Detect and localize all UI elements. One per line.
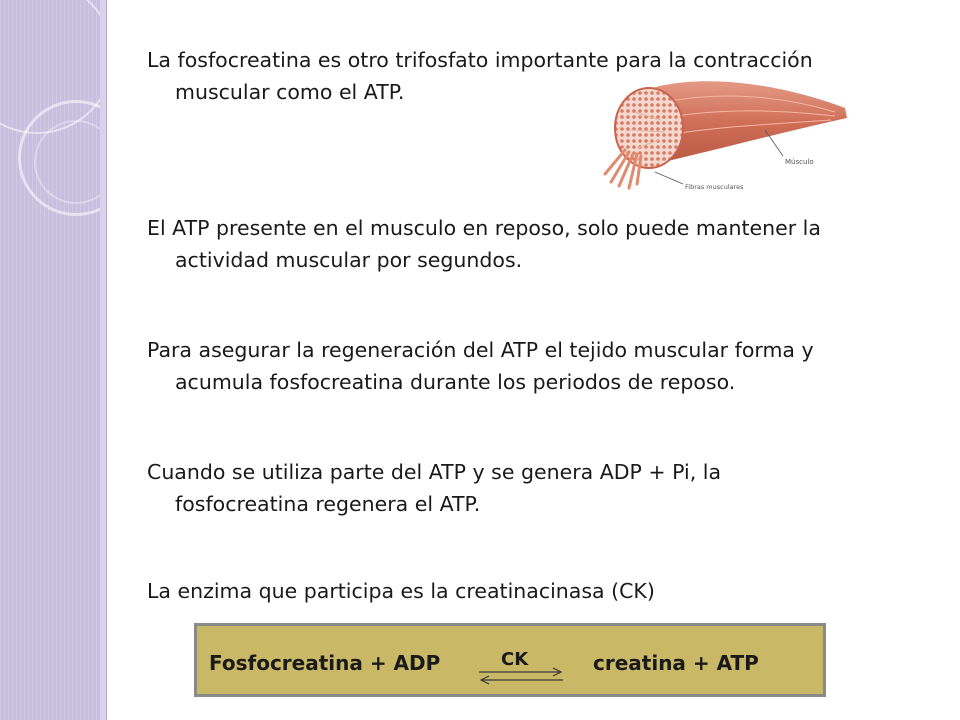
paragraph-3: Para asegurar la regeneración del ATP el tejido muscular forma y acumula fosfocreatina durante los periodos de reposo. bbox=[147, 338, 814, 394]
paragraph-4: Cuando se utiliza parte del ATP y se genera ADP + Pi, la fosfocreatina regenera el ATP. bbox=[147, 460, 722, 516]
label-fibers: Fibras musculares bbox=[685, 183, 744, 191]
muscle-illustration bbox=[595, 72, 855, 197]
equation-products: creatina + ATP bbox=[593, 651, 759, 675]
label-muscle: Músculo bbox=[785, 158, 814, 166]
reversible-arrow-icon bbox=[475, 666, 567, 686]
sidebar-divider bbox=[106, 0, 107, 720]
paragraph-1: La fosfocreatina es otro trifosfato importante para la contracción muscular como el ATP. bbox=[147, 48, 813, 104]
paragraph-5: La enzima que participa es la creatinacinasa (CK) bbox=[147, 579, 655, 603]
equation-enzyme: CK bbox=[501, 649, 529, 670]
equation-reactants: Fosfocreatina + ADP bbox=[209, 651, 441, 675]
decorative-sidebar bbox=[0, 0, 106, 720]
paragraph-2: El ATP presente en el musculo en reposo, solo puede mantener la actividad muscular por segundos. bbox=[147, 216, 821, 272]
equation-box bbox=[194, 623, 826, 697]
